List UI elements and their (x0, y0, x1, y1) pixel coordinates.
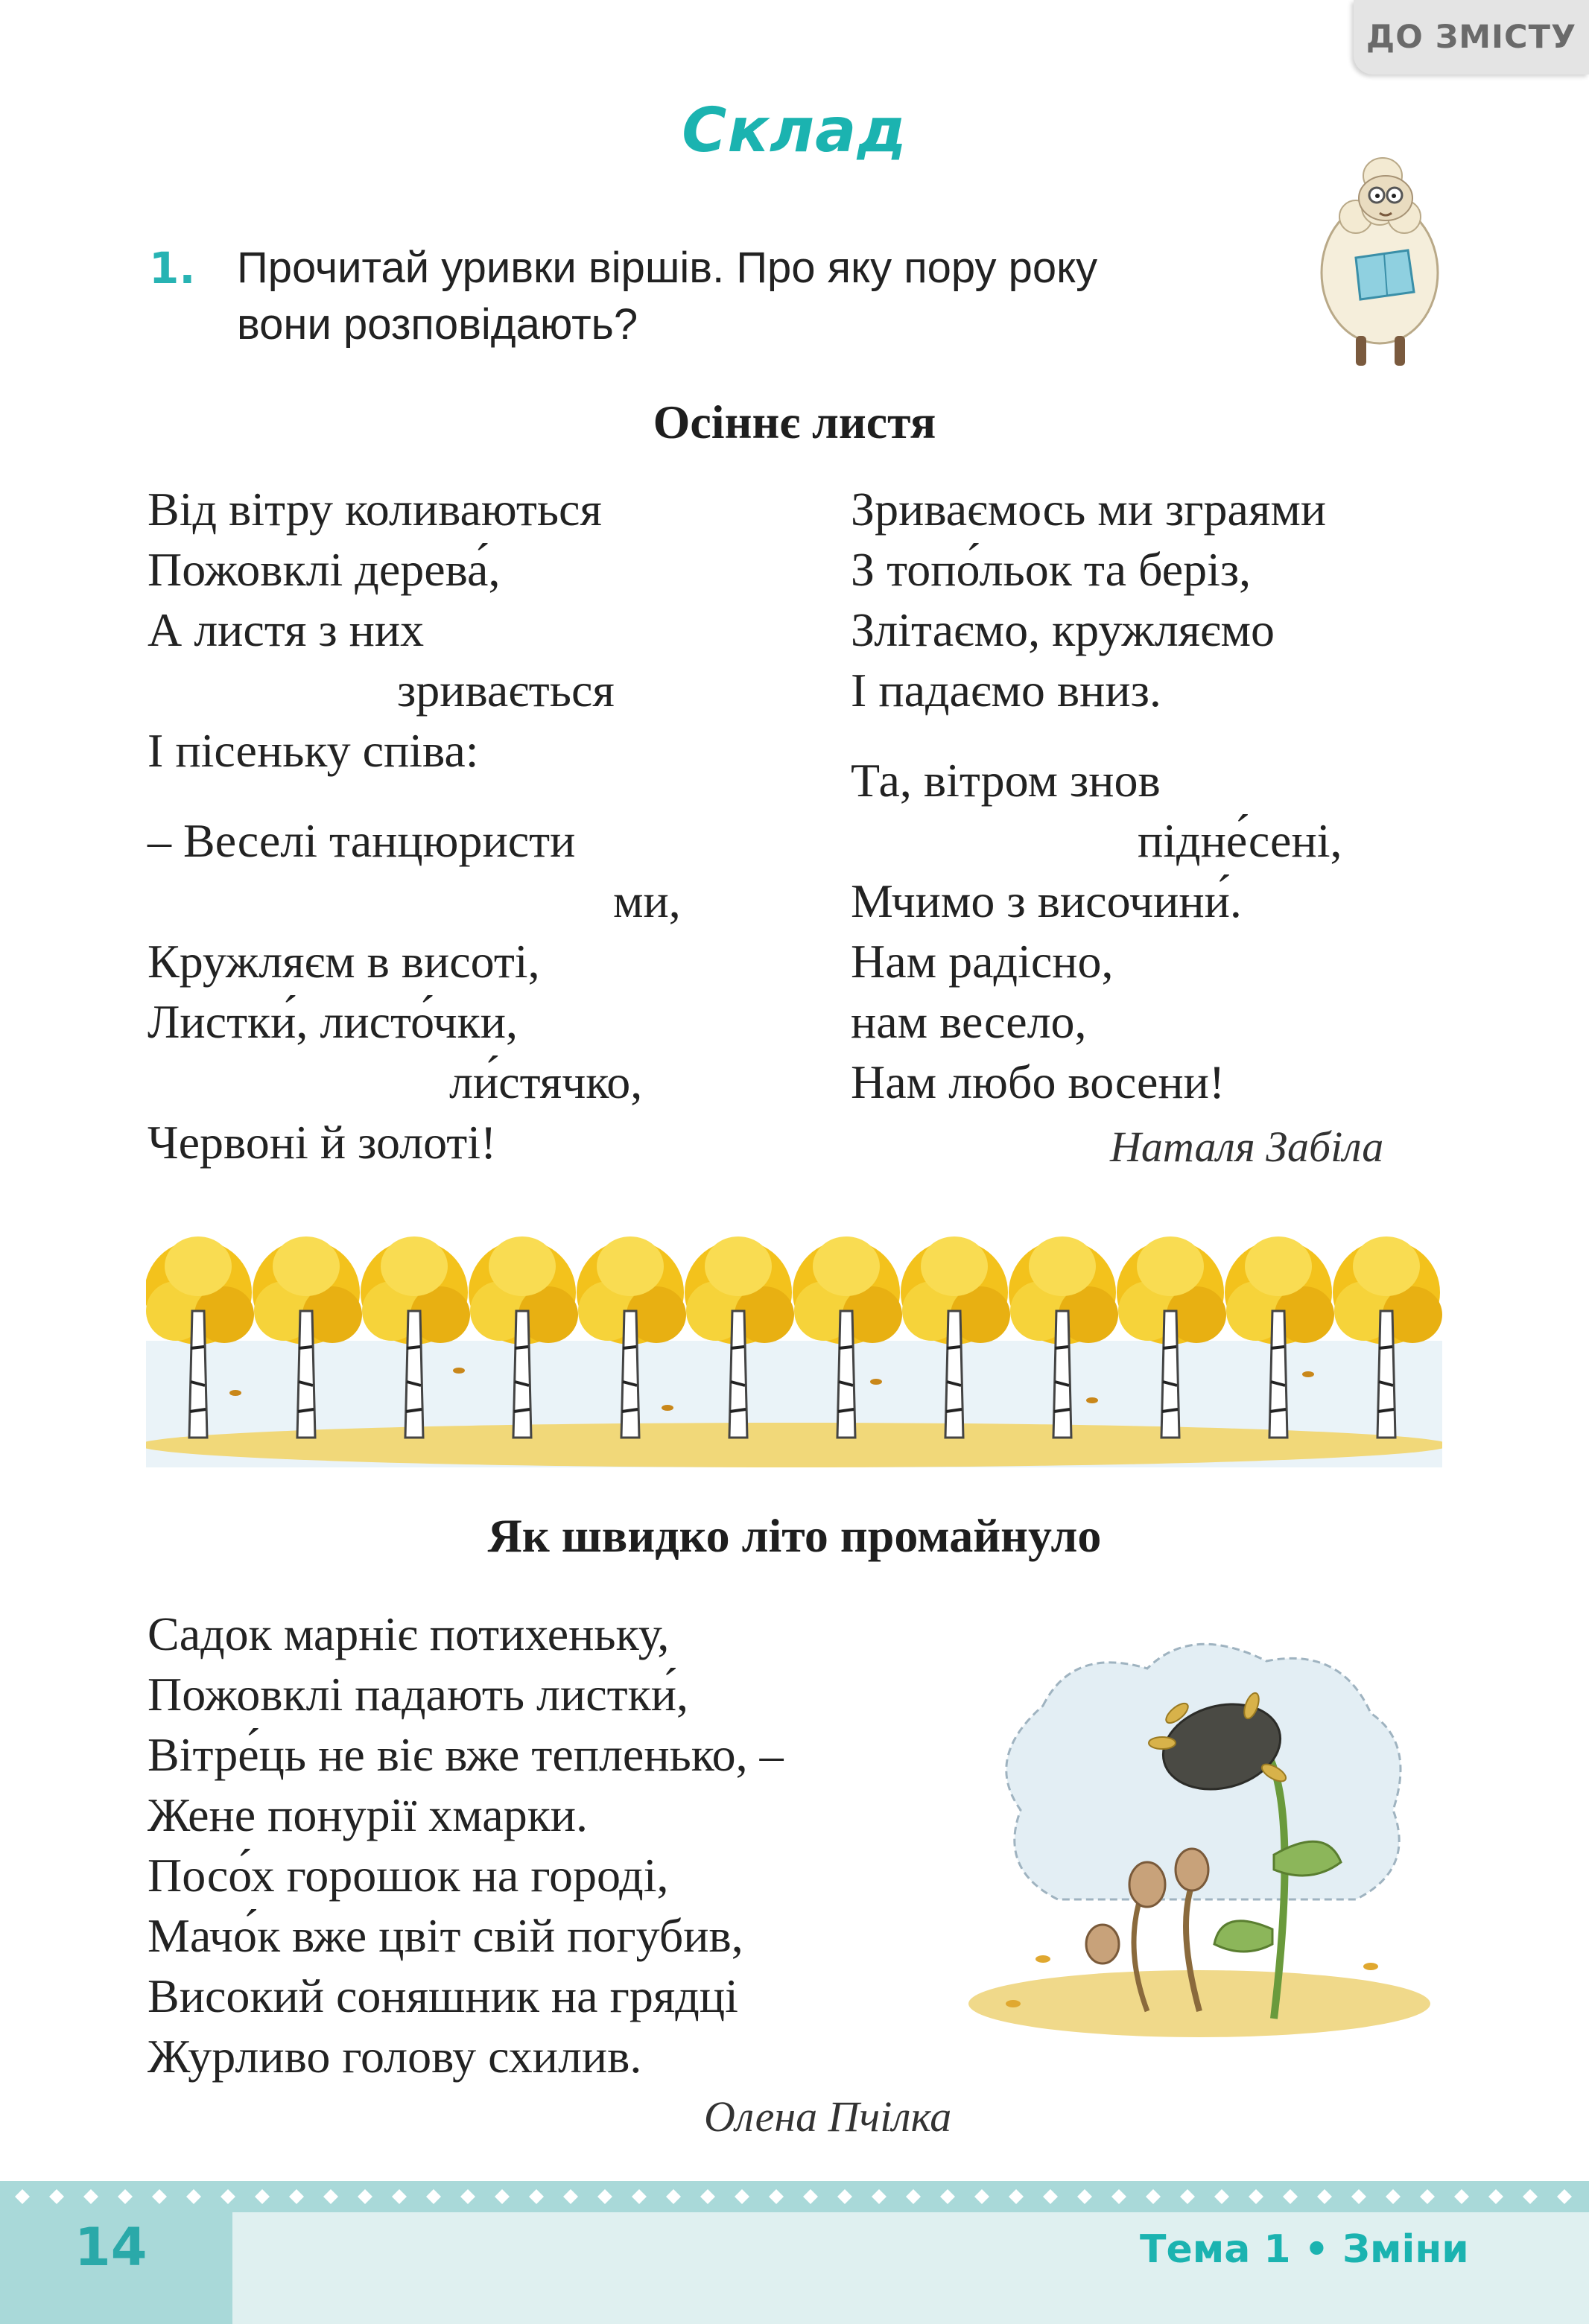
poem-line: Злітаємо, кружляємо (851, 603, 1275, 656)
sheep-reading-icon (1311, 146, 1460, 369)
poem1-author: Наталя Забіла (1110, 1123, 1384, 1171)
poem-line: нам весело, (851, 995, 1087, 1048)
section-heading: Склад (682, 95, 907, 166)
toc-button[interactable]: ДО ЗМІСТУ (1354, 0, 1589, 74)
poem-line: І падаємо вниз. (851, 664, 1161, 717)
poem-line: Листки́, листо́чки, (148, 995, 518, 1048)
poem-line: І пісеньку співа: (148, 724, 479, 777)
poem-line: Мачо́к вже цвіт свій погубив, (148, 1909, 743, 1962)
poem-line: – Веселі танцюристи (148, 814, 576, 867)
poem-line: Вітре́ць не віє вже тепленько, – (148, 1728, 784, 1781)
poem-line: Червоні й золоті! (148, 1116, 497, 1169)
poem-line: Від вітру коливаються (148, 483, 602, 536)
poem-line: Та, вітром знов (851, 754, 1161, 807)
poem-line: Садок марніє потихеньку, (148, 1607, 670, 1660)
poem2-author: Олена Пчілка (704, 2092, 952, 2141)
task-text-line-2: вони розповідають? (237, 300, 638, 349)
poem1-left-column (148, 479, 699, 1172)
task-number: 1. (149, 243, 196, 293)
poem-line: Нам радісно, (851, 935, 1114, 988)
poem-line: Журливо голову схилив. (148, 2030, 642, 2083)
poem-line: А листя з них (148, 603, 425, 656)
poem-line: Пожовклі падають листки́, (148, 1668, 688, 1721)
poem2-lines (148, 1604, 1041, 2086)
poem-line: Жене понурії хмарки. (148, 1788, 589, 1841)
poem1-title: Осіннє листя (653, 396, 936, 448)
poem-line: підне́сені, (1138, 814, 1342, 867)
poem-line: зривається (397, 664, 615, 717)
poem-line: Пожовклі дерева́, (148, 543, 501, 596)
poem2-title: Як швидко літо промайнуло (487, 1509, 1102, 1562)
task-text (237, 240, 1295, 353)
poem-line: Зриваємось ми зграями (851, 483, 1327, 536)
poem-line: Мчимо з височини́. (851, 874, 1242, 927)
poem-line: З топо́льок та беріз, (851, 543, 1252, 596)
poem1-right-column (851, 479, 1447, 1112)
footer-topic[interactable]: Тема 1 • Зміни (1140, 2227, 1469, 2272)
task-text-line-1: Прочитай уривки віршів. Про яку пору року (237, 244, 1098, 292)
footer-ornament (0, 2181, 1589, 2212)
page-number: 14 (74, 2217, 148, 2278)
poem-line: ли́стячко, (449, 1055, 643, 1108)
autumn-birch-trees-illustration (146, 1222, 1442, 1467)
wilted-sunflower-illustration (954, 1616, 1445, 2048)
poem-line: Кружляєм в висоті, (148, 935, 540, 988)
poem-line: ми, (613, 874, 681, 927)
poem-line: Високий соняшник на грядці (148, 1969, 738, 2022)
poem-line: Посо́х горошок на городі, (148, 1849, 669, 1902)
poem-line: Нам любо восени! (851, 1055, 1225, 1108)
